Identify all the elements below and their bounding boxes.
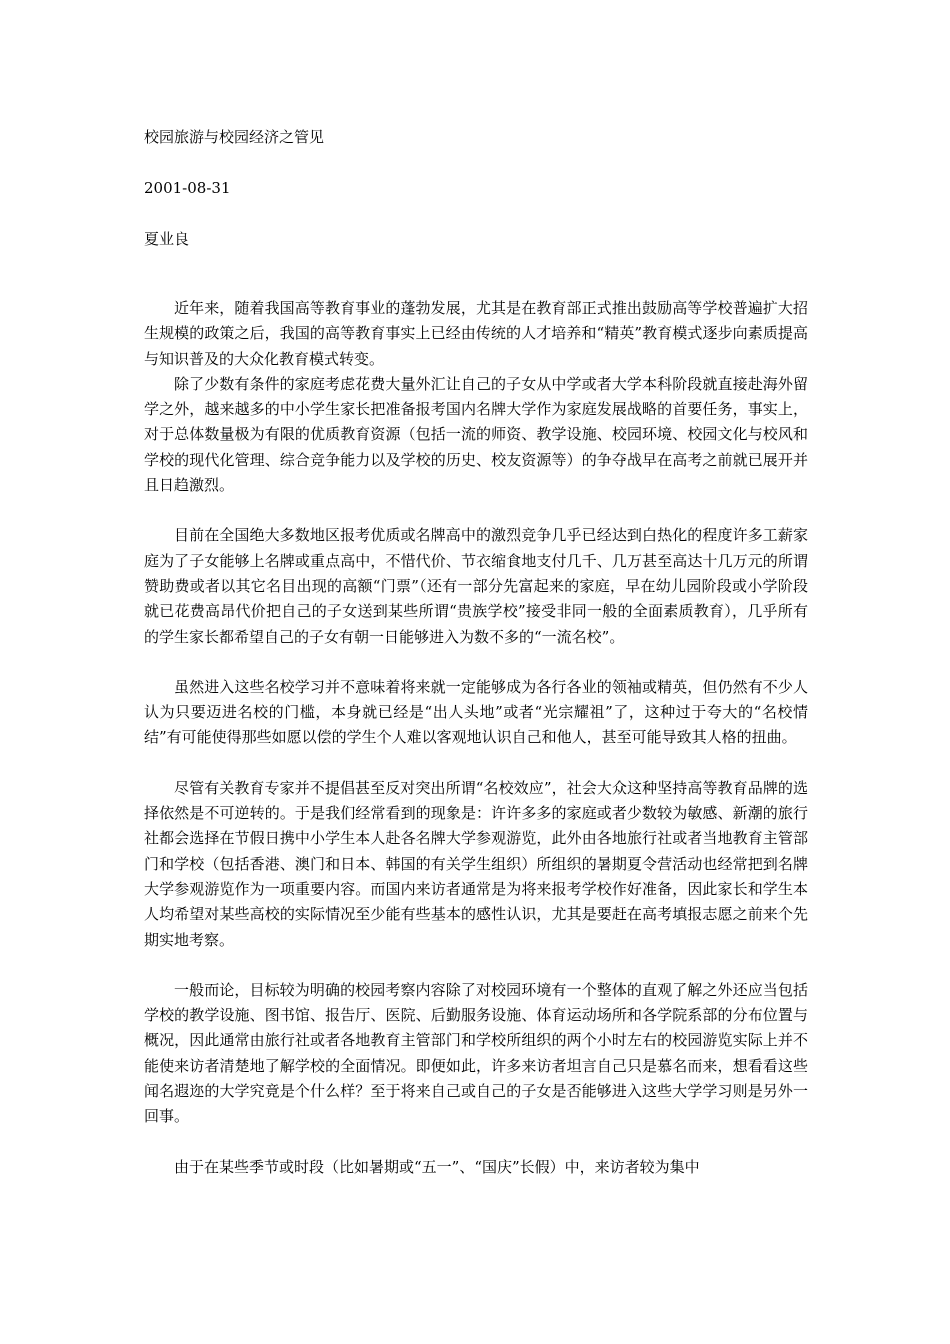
paragraph-2: 除了少数有条件的家庭考虑花费大量外汇让自己的子女从中学或者大学本科阶段就直接赴海外留学之外，越来越多的中小学生家长把准备报考国内名牌大学作为家庭发展战略的首要任务，事实上，对于总体数量极为有限的优质教育资源（包括一流的师资、教学设施、校园环境、校园文化与校风和学校的现代化管理、综合竞争能力以及学校的历史、校友资源等）的争夺战早在高考之前就已展开并且日趋激烈。 [144, 374, 808, 495]
paragraph-3: 目前在全国绝大多数地区报考优质或名牌高中的激烈竞争几乎已经达到白热化的程度许多工薪家庭为了子女能够上名牌或重点高中，不惜代价、节衣缩食地支付几千、几万甚至高达十几万元的所谓赞助费或者以其它名目出现的高额“门票”（还有一部分先富起来的家庭，早在幼儿园阶段或小学阶段就已花费高昂代价把自己的子女送到某些所谓“贵族学校”接受非同一般的全面素质教育），几乎所有的学生家长都希望自己的子女有朝一日能够进入为数不多的“一流名校”。 [144, 526, 808, 646]
paragraph-1: 近年来，随着我国高等教育事业的蓬勃发展，尤其是在教育部正式推出鼓励高等学校普遍扩大招生规模的政策之后，我国的高等教育事实上已经由传统的人才培养和“精英”教育模式逐步向素质提高与知识普及的大众化教育模式转变。 [144, 299, 808, 368]
paragraph-7: 由于在某些季节或时段（比如暑期或“五一”、“国庆”长假）中，来访者较为集中 [174, 1157, 700, 1176]
paragraph-5: 尽管有关教育专家并不提倡甚至反对突出所谓“名校效应”，社会大众这种坚持高等教育品牌的选择依然是不可逆转的。于是我们经常看到的现象是：许许多多的家庭或者少数较为敏感、新潮的旅行社都会选择在节假日携中小学生本人赴各名牌大学参观游览，此外由各地旅行社或者当地教育主管部门和学校（包括香港、澳门和日本、韩国的有关学生组织）所组织的暑期夏令营活动也经常把到名牌大学参观游览作为一项重要内容。而国内来访者通常是为将来报考学校作好准备，因此家长和学生本人均希望对某些高校的实际情况至少能有些基本的感性认识，尤其是要赶在高考填报志愿之前来个先期实地考察。 [144, 778, 808, 949]
article-body [144, 296, 808, 1180]
article-title: 校园旅游与校园经济之管见 [144, 128, 325, 146]
article-author: 夏业良 [144, 230, 190, 248]
article-date: 2001-08-31 [144, 179, 231, 197]
paragraph-4: 虽然进入这些名校学习并不意味着将来就一定能够成为各行各业的领袖或精英，但仍然有不少人认为只要迈进名校的门槛，本身就已经是“出人头地”或者“光宗耀祖”了，这种过于夸大的“名校情结”有可能使得那些如愿以偿的学生个人难以客观地认识自己和他人，甚至可能导致其人格的扭曲。 [144, 677, 808, 747]
paragraph-6: 一般而论，目标较为明确的校园考察内容除了对校园环境有一个整体的直观了解之外还应当包括学校的教学设施、图书馆、报告厅、医院、后勤服务设施、体育运动场所和各学院系部的分布位置与概况，因此通常由旅行社或者各地教育主管部门和学校所组织的两个小时左右的校园游览实际上并不能使来访者清楚地了解学校的全面情况。即便如此，许多来访者坦言自己只是慕名而来，想看看这些闻名遐迩的大学究竟是个什么样？至于将来自己或自己的子女是否能够进入这些大学学习则是另外一回事。 [144, 980, 808, 1126]
